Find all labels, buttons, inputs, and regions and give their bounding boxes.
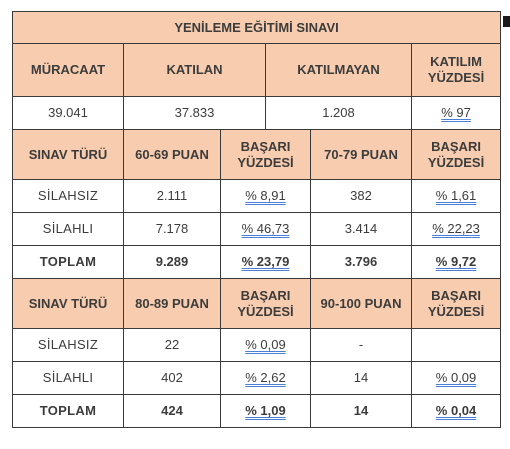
header-muracaat: MÜRACAAT bbox=[13, 44, 124, 97]
row-label: SİLAHSIZ bbox=[13, 329, 124, 362]
cell-percent bbox=[412, 213, 501, 246]
percent-value: % 23,79 bbox=[241, 254, 290, 269]
percent-value: % 22,23 bbox=[432, 221, 480, 236]
value-katilmayan: 1.208 bbox=[266, 97, 412, 130]
cell-percent bbox=[412, 362, 501, 395]
header-sinav-turu: SINAV TÜRÜ bbox=[13, 279, 124, 329]
header-puan-range: 70-79 PUAN bbox=[311, 130, 412, 180]
header-sinav-turu: SINAV TÜRÜ bbox=[13, 130, 124, 180]
percent-value: % 0,04 bbox=[435, 403, 477, 418]
table-title: YENİLEME EĞİTİMİ SINAVI bbox=[13, 12, 501, 44]
value-katilan: 37.833 bbox=[124, 97, 266, 130]
cell-count: 3.414 bbox=[311, 213, 412, 246]
cell-percent bbox=[221, 246, 311, 279]
total-row bbox=[13, 395, 501, 428]
value-muracaat: 39.041 bbox=[13, 97, 124, 130]
cell-count: 14 bbox=[311, 362, 412, 395]
cell-count: 2.111 bbox=[124, 180, 221, 213]
section1-header-row bbox=[13, 130, 501, 180]
table-row bbox=[13, 213, 501, 246]
header-basari-yuzdesi: BAŞARI YÜZDESİ bbox=[412, 279, 501, 329]
cell-percent bbox=[221, 395, 311, 428]
percent-value: % 1,61 bbox=[435, 188, 477, 203]
percent-value: % 2,62 bbox=[245, 370, 286, 385]
section2-header-row bbox=[13, 279, 501, 329]
cell-percent bbox=[412, 246, 501, 279]
cell-percent bbox=[221, 329, 311, 362]
row-label: TOPLAM bbox=[13, 246, 124, 279]
exam-results-table bbox=[12, 11, 501, 428]
cell-percent bbox=[221, 213, 311, 246]
cell-count: 3.796 bbox=[311, 246, 412, 279]
cell-percent bbox=[412, 329, 501, 362]
cell-count: 402 bbox=[124, 362, 221, 395]
summary-row bbox=[13, 97, 501, 130]
percent-value: % 46,73 bbox=[241, 221, 290, 236]
header-katilan: KATILAN bbox=[124, 44, 266, 97]
row-label: SİLAHSIZ bbox=[13, 180, 124, 213]
cell-percent bbox=[412, 395, 501, 428]
row-label: SİLAHLI bbox=[13, 362, 124, 395]
percent-value: % 0,09 bbox=[435, 370, 477, 385]
row-label: SİLAHLI bbox=[13, 213, 124, 246]
header-basari-yuzdesi: BAŞARI YÜZDESİ bbox=[412, 130, 501, 180]
header-katilmayan: KATILMAYAN bbox=[266, 44, 412, 97]
value-katilim-yuzdesi bbox=[412, 97, 501, 130]
total-row bbox=[13, 246, 501, 279]
cell-percent bbox=[221, 362, 311, 395]
cell-percent bbox=[221, 180, 311, 213]
header-puan-range: 60-69 PUAN bbox=[124, 130, 221, 180]
cell-count: - bbox=[311, 329, 412, 362]
percent-value: % 1,09 bbox=[245, 403, 286, 418]
cell-count: 382 bbox=[311, 180, 412, 213]
header-puan-range: 90-100 PUAN bbox=[311, 279, 412, 329]
edge-mark bbox=[503, 16, 510, 27]
percent-value: % 8,91 bbox=[245, 188, 286, 203]
percent-value: % 97 bbox=[441, 105, 471, 120]
table-row bbox=[13, 180, 501, 213]
cell-count: 22 bbox=[124, 329, 221, 362]
percent-value: % 9,72 bbox=[435, 254, 477, 269]
header-basari-yuzdesi: BAŞARI YÜZDESİ bbox=[221, 130, 311, 180]
cell-count: 14 bbox=[311, 395, 412, 428]
cell-count: 424 bbox=[124, 395, 221, 428]
header-katilim-yuzdesi: KATILIM YÜZDESİ bbox=[412, 44, 501, 97]
cell-percent bbox=[412, 180, 501, 213]
cell-count: 9.289 bbox=[124, 246, 221, 279]
table-row bbox=[13, 362, 501, 395]
header-basari-yuzdesi: BAŞARI YÜZDESİ bbox=[221, 279, 311, 329]
cell-count: 7.178 bbox=[124, 213, 221, 246]
header-puan-range: 80-89 PUAN bbox=[124, 279, 221, 329]
row-label: TOPLAM bbox=[13, 395, 124, 428]
table-row bbox=[13, 329, 501, 362]
percent-value: % 0,09 bbox=[245, 337, 286, 352]
